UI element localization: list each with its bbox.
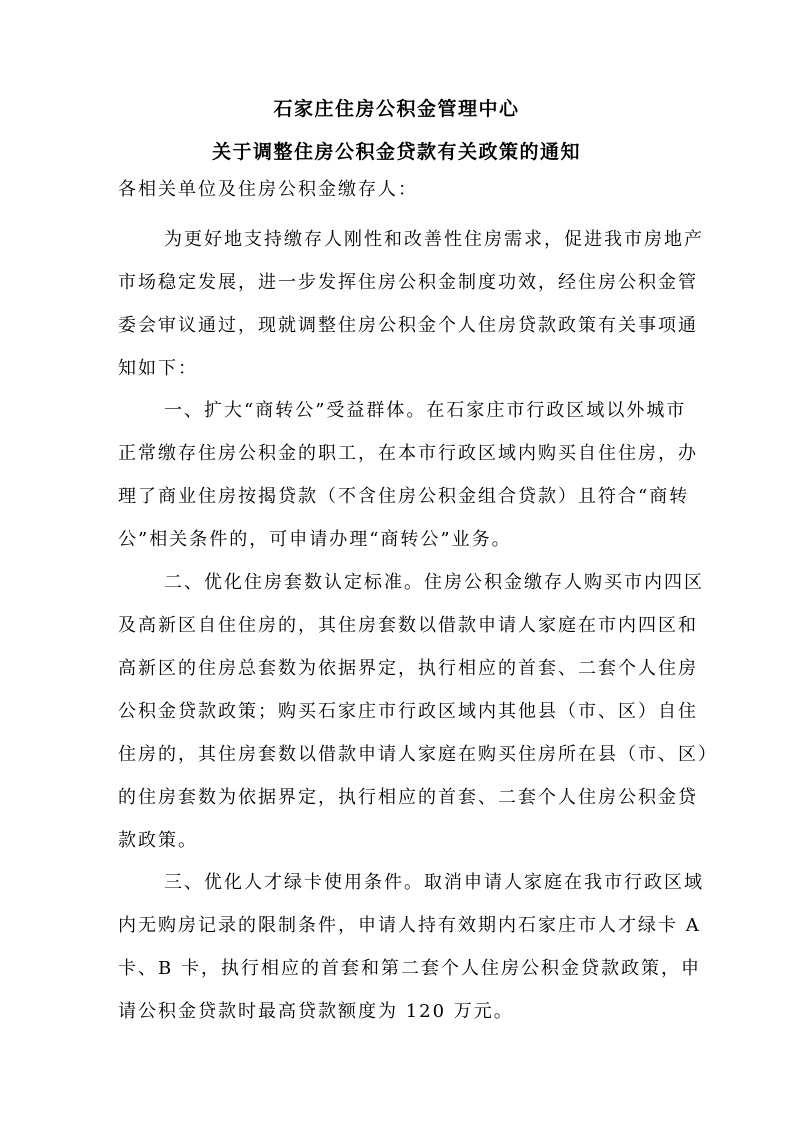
paragraph-3-line-7: 款政策。 bbox=[118, 830, 198, 851]
paragraph-3-line-6: 的住房套数为依据界定，执行相应的首套、二套个人住房公积金贷 bbox=[118, 787, 698, 808]
document-title-line1: 石家庄住房公积金管理中心 bbox=[273, 98, 520, 120]
paragraph-2-line-4: 公”相关条件的，可申请办理“商转公”业务。 bbox=[118, 529, 512, 550]
paragraph-2-line-2: 正常缴存住房公积金的职工，在本市行政区域内购买自住住房，办 bbox=[118, 443, 698, 464]
paragraph-4-line-4: 请公积金贷款时最高贷款额度为 120 万元。 bbox=[118, 1001, 514, 1022]
paragraph-2-line-1: 一、扩大“商转公”受益群体。在石家庄市行政区域以外城市 bbox=[164, 400, 687, 421]
salutation: 各相关单位及住房公积金缴存人： bbox=[118, 179, 418, 200]
paragraph-1-line-2: 市场稳定发展，进一步发挥住房公积金制度功效，经住房公积金管 bbox=[118, 272, 698, 293]
paragraph-1-line-1: 为更好地支持缴存人刚性和改善性住房需求，促进我市房地产 bbox=[164, 229, 704, 250]
paragraph-4-line-2: 内无购房记录的限制条件，申请人持有效期内石家庄市人才绿卡 A bbox=[118, 915, 701, 936]
paragraph-3-line-3: 高新区的住房总套数为依据界定，执行相应的首套、二套个人住房 bbox=[118, 658, 698, 679]
paragraph-3-line-4: 公积金贷款政策；购买石家庄市行政区域内其他县（市、区）自住 bbox=[118, 701, 698, 722]
paragraph-3-line-1: 二、优化住房套数认定标准。住房公积金缴存人购买市内四区 bbox=[164, 572, 704, 593]
paragraph-1-line-4: 知如下： bbox=[118, 358, 198, 379]
paragraph-4-line-1: 三、优化人才绿卡使用条件。取消申请人家庭在我市行政区域 bbox=[164, 872, 704, 893]
paragraph-3-line-2: 及高新区自住住房的，其住房套数以借款申请人家庭在市内四区和 bbox=[118, 615, 698, 636]
document-title-line2: 关于调整住房公积金贷款有关政策的通知 bbox=[211, 141, 581, 163]
paragraph-3-line-5: 住房的，其住房套数以借款申请人家庭在购买住房所在县（市、区） bbox=[118, 744, 718, 765]
paragraph-4-line-3: 卡、B 卡，执行相应的首套和第二套个人住房公积金贷款政策，申 bbox=[118, 958, 701, 979]
paragraph-1-line-3: 委会审议通过，现就调整住房公积金个人住房贷款政策有关事项通 bbox=[118, 315, 698, 336]
paragraph-2-line-3: 理了商业住房按揭贷款（不含住房公积金组合贷款）且符合“商转 bbox=[118, 486, 690, 507]
